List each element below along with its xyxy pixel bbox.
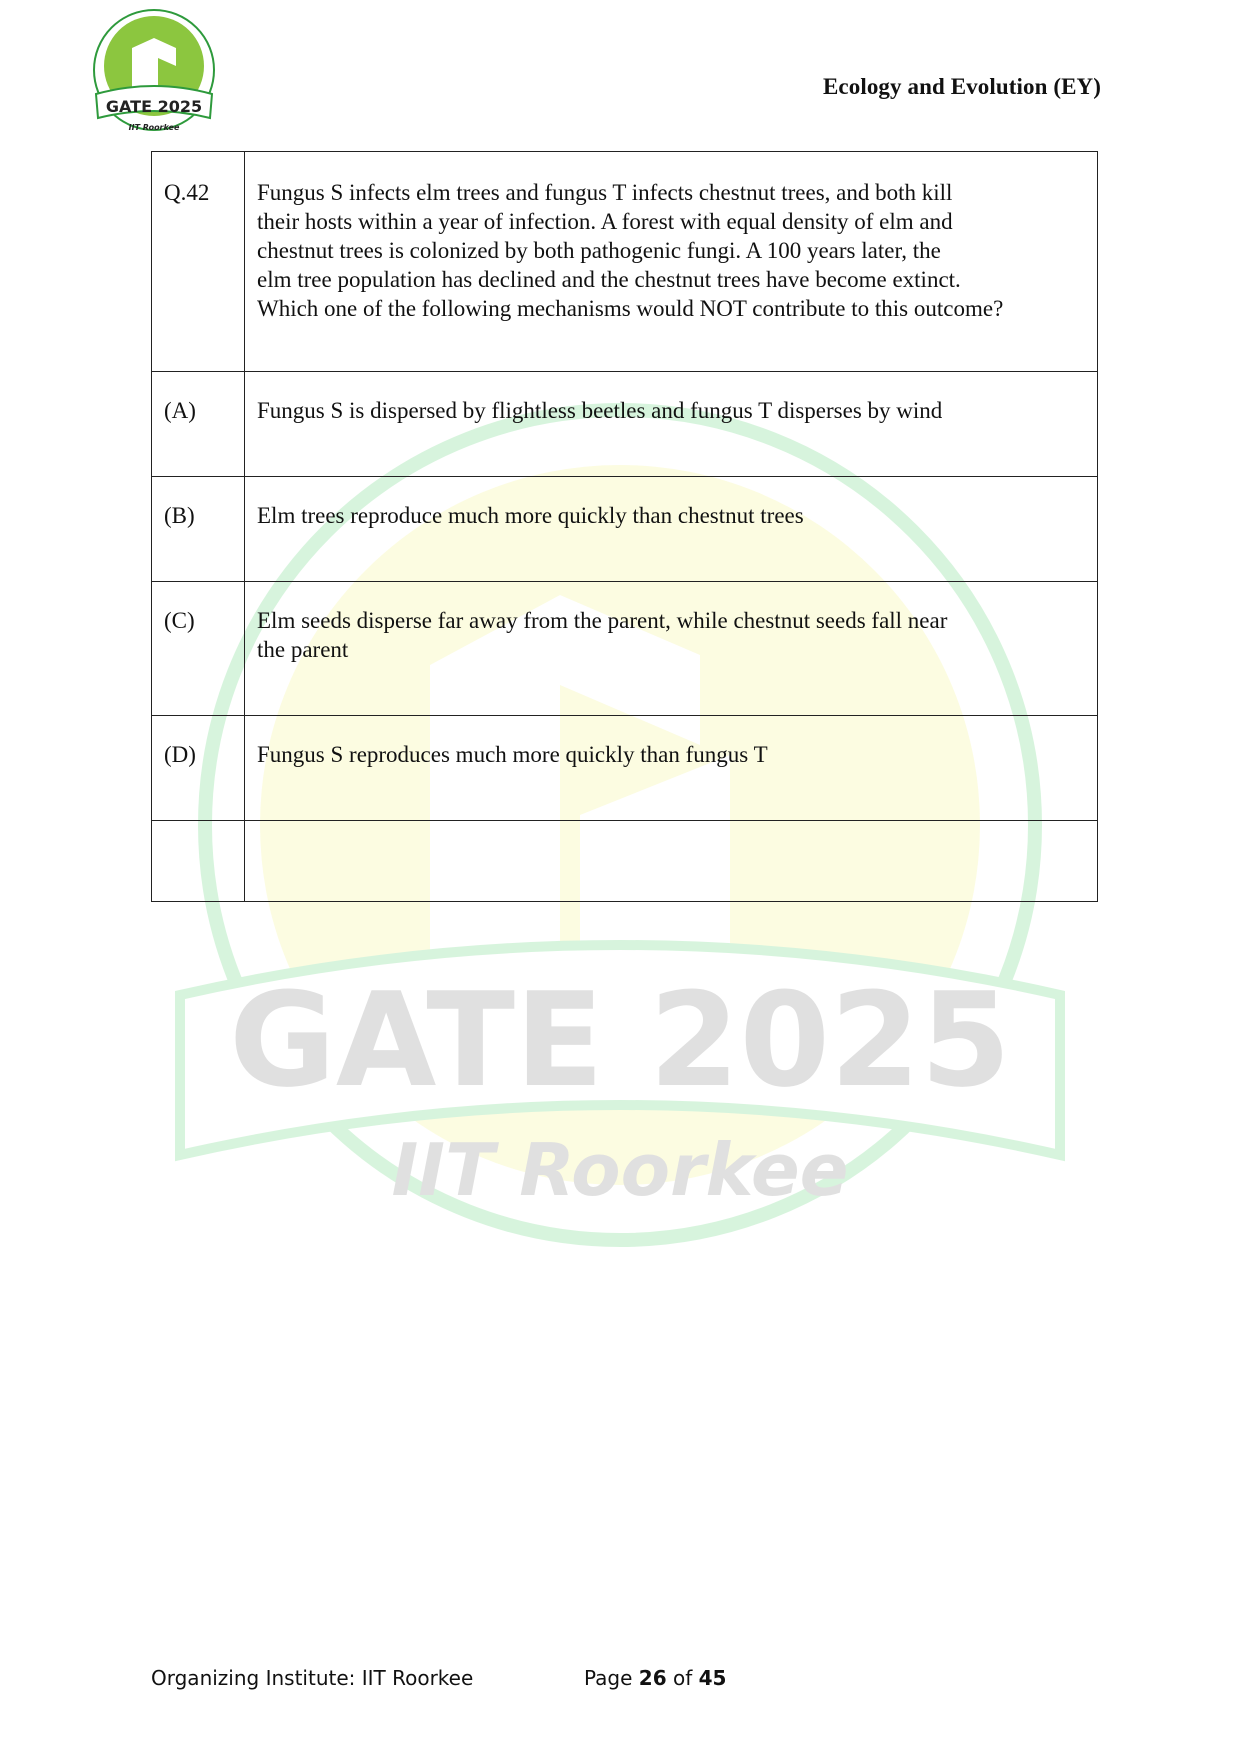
- question-line: Which one of the following mechanisms would NOT contribute to this outcome?: [257, 296, 1004, 321]
- subject-title: Ecology and Evolution (EY): [822, 74, 1101, 99]
- watermark-banner: [180, 945, 1060, 1155]
- option-label-b: (B): [152, 477, 245, 582]
- question-line: chestnut trees is colonized by both pathogenic fungi. A 100 years later, the: [257, 238, 941, 263]
- option-row-d: [152, 716, 1098, 821]
- option-text-a: Fungus S is dispersed by flightless beetles and fungus T disperses by wind: [245, 372, 1098, 477]
- question-line: elm tree population has declined and the chestnut trees have become extinct.: [257, 267, 961, 292]
- option-row-c: [152, 582, 1098, 716]
- gate-logo: [88, 8, 220, 140]
- option-row-a: [152, 372, 1098, 477]
- footer-organizer: Organizing Institute: IIT Roorkee: [151, 1666, 474, 1690]
- logo-title: GATE 2025: [105, 97, 203, 116]
- option-label-c: (C): [152, 582, 245, 716]
- page-word: Page: [584, 1666, 633, 1690]
- option-text-c: [245, 582, 1098, 716]
- option-text-c-line: the parent: [257, 637, 349, 662]
- question-table: [151, 151, 1098, 902]
- question-number: Q.42: [152, 152, 245, 372]
- question-row: [152, 152, 1098, 372]
- watermark-subtitle: IIT Roorkee: [391, 1128, 849, 1212]
- question-line: their hosts within a year of infection. A forest with equal density of elm and: [257, 209, 953, 234]
- question-text: [245, 152, 1098, 372]
- option-text-c-line: Elm seeds disperse far away from the parent, while chestnut seeds fall near: [257, 608, 948, 633]
- empty-row: [152, 821, 1098, 902]
- page-current: 26: [638, 1666, 667, 1690]
- option-row-b: [152, 477, 1098, 582]
- empty-cell: [245, 821, 1098, 902]
- watermark-title: GATE 2025: [229, 964, 1011, 1116]
- option-text-b: Elm trees reproduce much more quickly than chestnut trees: [245, 477, 1098, 582]
- logo-subtitle: IIT Roorkee: [128, 123, 180, 132]
- question-line: Fungus S infects elm trees and fungus T infects chestnut trees, and both kill: [257, 180, 953, 205]
- page-of: of: [672, 1666, 693, 1690]
- footer-page-number: [584, 1666, 726, 1690]
- page-total: 45: [698, 1666, 727, 1690]
- option-text-d: Fungus S reproduces much more quickly than fungus T: [245, 716, 1098, 821]
- empty-cell: [152, 821, 245, 902]
- option-label-a: (A): [152, 372, 245, 477]
- option-label-d: (D): [152, 716, 245, 821]
